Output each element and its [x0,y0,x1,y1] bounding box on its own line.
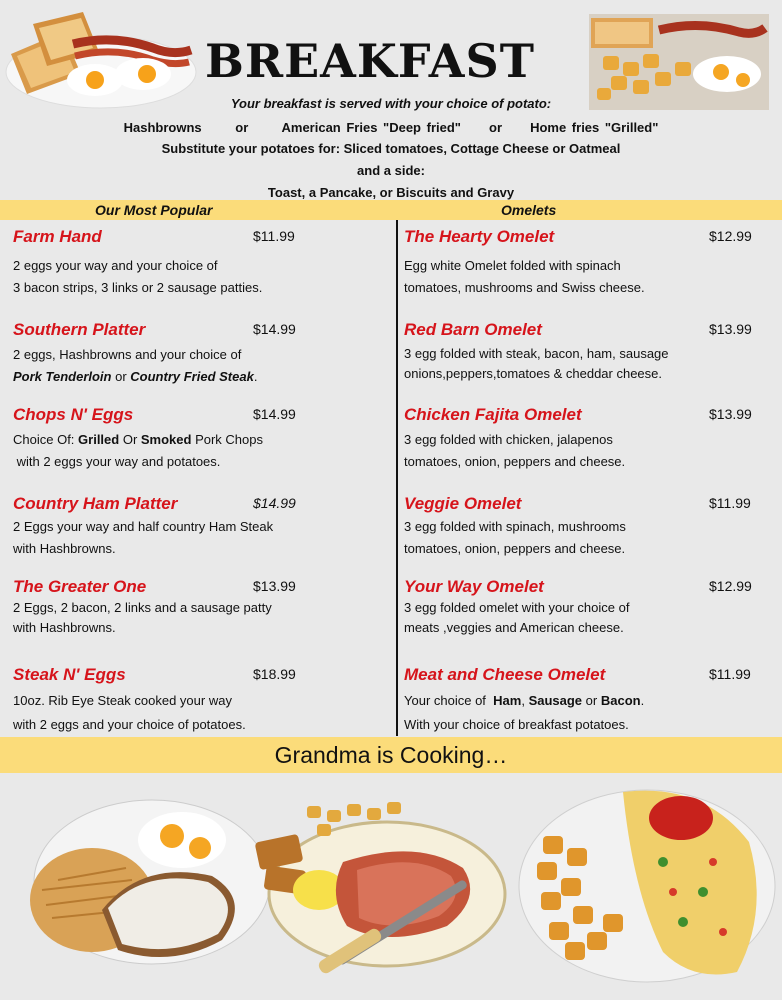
item-name: The Hearty Omelet [404,227,555,246]
item-desc-line: 2 eggs your way and your choice of [13,258,218,273]
item-desc-text: Or [119,432,141,447]
potato-choice: Hashbrowns [123,120,202,135]
item-description [13,689,246,737]
item-desc-line: 3 egg folded with steak, bacon, ham, sausage [404,346,669,361]
item-desc-text: , [521,693,529,708]
item-desc-emph: Smoked [140,432,192,447]
item-desc-line: 3 egg folded with chicken, jalapenos [404,432,613,447]
item-price: $13.99 [253,578,296,594]
item-name: Steak N' Eggs [13,665,126,684]
item-desc-line: tomatoes, onion, peppers and cheese. [404,541,626,556]
item-description [13,598,272,638]
potato-choice-or: or [489,120,503,135]
item-desc-text: Choice Of: [13,432,79,447]
item-desc-line: with 2 eggs and your choice of potatoes. [13,717,246,732]
item-price: $11.99 [253,228,295,244]
item-description [13,255,262,299]
potato-choices [0,120,782,135]
omelet-home-fries-photo [513,782,777,984]
item-desc-line: 3 egg folded with spinach, mushrooms [404,519,626,534]
item-desc-line: with Hashbrowns. [13,541,116,556]
section-title-omelets: Omelets [501,202,557,218]
potato-choice-or: or [235,120,249,135]
item-name: Meat and Cheese Omelet [404,665,606,684]
item-desc-line [13,366,257,388]
and-side-line: and a side: [357,163,425,178]
item-desc-text: . [253,369,258,384]
menu-title: BREAKFAST [205,34,535,88]
item-desc-line: with Hashbrowns. [13,620,116,635]
potato-choice: Home fries "Grilled" [530,120,659,135]
ham-steak-platter-photo [247,798,509,976]
item-desc-emph: Grilled [78,432,120,447]
item-desc-line: tomatoes, mushrooms and Swiss cheese. [404,280,645,295]
item-name: Your Way Omelet [404,577,544,596]
item-desc-emph: Country Fried Steak [130,369,254,384]
item-description [404,598,629,638]
slogan-text: Grandma is Cooking… [274,742,508,768]
item-name: Chicken Fajita Omelet [404,405,582,424]
item-desc-line: onions,peppers,tomatoes & cheddar cheese. [404,366,663,381]
item-price: $11.99 [709,666,751,682]
item-desc-text: or [111,369,131,384]
item-name: Southern Platter [13,320,146,339]
item-desc-line: meats ,veggies and American cheese. [404,620,624,635]
item-description [404,516,626,560]
item-price: $14.99 [253,406,296,422]
item-desc-line: 2 Eggs, 2 bacon, 2 links and a sausage patty [13,600,272,615]
item-price: $13.99 [709,321,752,337]
item-desc-text: or [582,693,601,708]
item-name: The Greater One [13,577,147,596]
item-price: $12.99 [709,578,752,594]
substitute-line: Substitute your potatoes for: Sliced tomatoes, Cottage Cheese or Oatmeal [161,141,621,156]
item-desc-line [13,429,263,451]
item-desc-line: 3 bacon strips, 3 links or 2 sausage patties. [13,280,263,295]
item-price: $13.99 [709,406,752,422]
item-description [404,344,669,384]
item-desc-line: 2 Eggs your way and half country Ham Steak [13,519,274,534]
item-desc-emph: Ham [493,693,522,708]
item-desc-text: . [640,693,645,708]
potato-choice: American Fries "Deep fried" [281,120,461,135]
item-name: Chops N' Eggs [13,405,134,424]
item-desc-line: With your choice of breakfast potatoes. [404,717,629,732]
item-desc-line: 10oz. Rib Eye Steak cooked your way [13,693,232,708]
item-desc-emph: Sausage [528,693,583,708]
item-desc-line: Egg white Omelet folded with spinach [404,258,621,273]
slogan-band [0,737,782,773]
item-desc-line [404,689,644,713]
column-divider [396,220,398,736]
sides-line: Toast, a Pancake, or Biscuits and Gravy [267,185,515,200]
item-price: $12.99 [709,228,752,244]
item-desc-emph: Bacon [600,693,641,708]
item-name: Red Barn Omelet [404,320,542,339]
item-name: Country Ham Platter [13,494,178,513]
chicken-fried-steak-photo [22,790,272,970]
item-description [404,255,645,299]
toast-eggs-bacon-photo [3,4,200,110]
item-description [404,689,644,737]
item-description [13,344,257,388]
item-name: Farm Hand [13,227,102,246]
item-desc-line: tomatoes, onion, peppers and cheese. [404,454,626,469]
item-desc-line: with 2 eggs your way and potatoes. [13,454,221,469]
item-price: $14.99 [253,321,296,337]
item-name: Veggie Omelet [404,494,522,513]
item-desc-text: Your choice of [404,693,494,708]
item-price: $14.99 [253,495,296,511]
potato-intro: Your breakfast is served with your choice of potato: [230,96,552,111]
item-price: $18.99 [253,666,296,682]
item-description [13,516,273,560]
item-desc-text: Pork Chops [191,432,264,447]
item-desc-line: 2 eggs, Hashbrowns and your choice of [13,347,242,362]
item-desc-emph: Pork Tenderloin [13,369,112,384]
item-description [404,429,625,473]
item-price: $11.99 [709,495,751,511]
section-title-popular: Our Most Popular [95,202,213,218]
item-desc-line: 3 egg folded omelet with your choice of [404,600,630,615]
item-description [13,429,263,473]
section-header-band [0,200,782,220]
